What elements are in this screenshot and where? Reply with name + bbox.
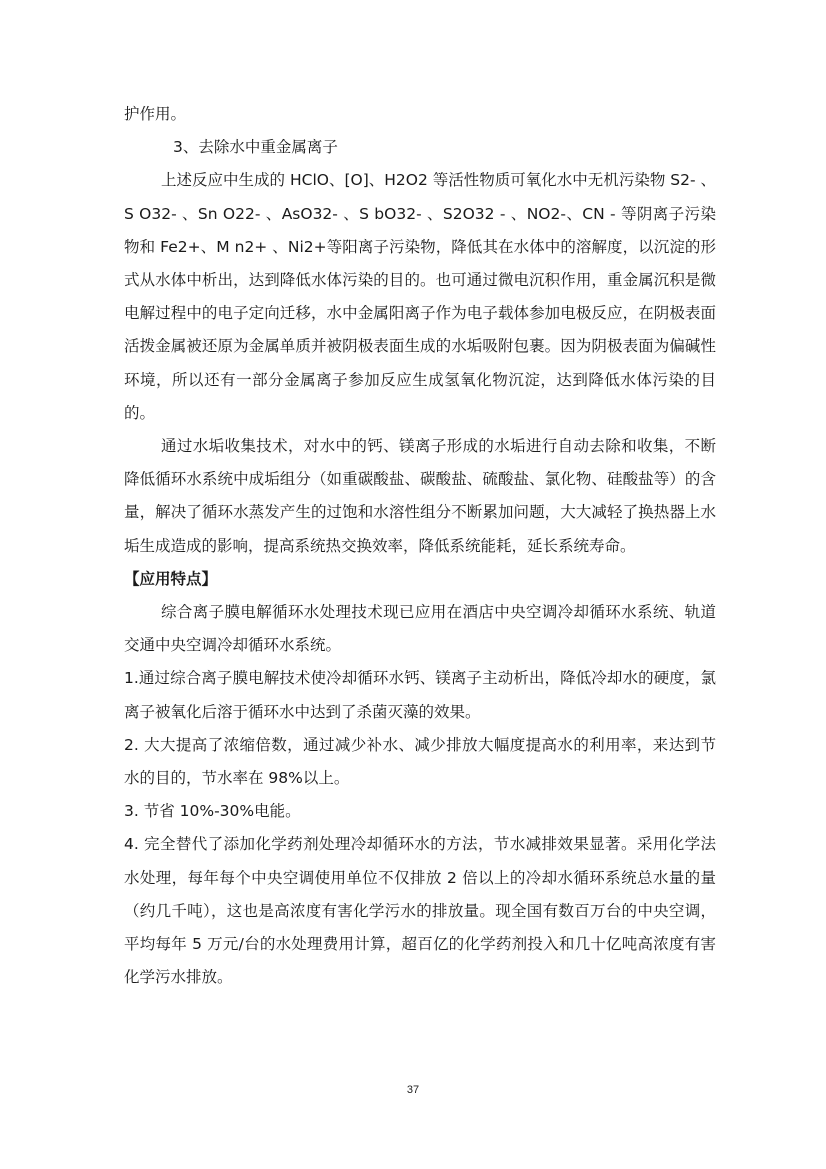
list-item-4: 4. 完全替代了添加化学药剂处理冷却循环水的方法，节水减排效果显著。采用化学法水处理，每年每个中央空调使用单位不仅排放 2 倍以上的冷却水循环系统总水量的量（约几千吨），这也是高浓度有害化学污水的排放量。现全国有数百万台的中央空调，平均每年 5 万元/台的水处理费用计算，超百亿的化学药剂投入和几十亿吨高浓度有害化学污水排放。 — [124, 835, 716, 987]
list-item-3: 3. 节省 10%-30%电能。 — [124, 802, 301, 821]
paragraph-application-intro: 综合离子膜电解循环水处理技术现已应用在酒店中央空调冷却循环水系统、轨道交通中央空调冷却循环水系统。 — [124, 603, 716, 655]
page-number: 37 — [406, 1084, 420, 1096]
list-item-1: 1.通过综合离子膜电解技术使冷却循环水钙、镁离子主动析出，降低冷却水的硬度，氯离子被氧化后溶于循环水中达到了杀菌灭藻的效果。 — [124, 669, 716, 721]
paragraph-scale-collection: 通过水垢收集技术，对水中的钙、镁离子形成的水垢进行自动去除和收集，不断降低循环水系统中成垢组分（如重碳酸盐、碳酸盐、硫酸盐、氯化物、硅酸盐等）的含量，解决了循环水蒸发产生的过饱和水溶性组分不断累加问题，大大减轻了换热器上水垢生成造成的影响，提高系统热交换效率，降低系统能耗，延长系统寿命。 — [124, 437, 716, 555]
paragraph-reaction-products: 上述反应中生成的 HClO、[O]、H2O2 等活性物质可氧化水中无机污染物 S2- 、S O32- 、Sn O22- 、AsO32- 、S bO32- 、S2O32 - 、NO2-、CN - 等阴离子污染物和 Fe2+、M n2+ 、Ni2+等阳离子污染物，降低其在水体中的溶解度，以沉淀的形式从水体中析出，达到降低水体污染的目的。也可通过微电沉积作用，重金属沉积是微电解过程中的电子定向迁移，水中金属阳离子作为电子载体参加电极反应，在阴极表面活拨金属被还原为金属单质并被阴极表面生成的水垢吸附包裹。因为阴极表面为偏碱性环境，所以还有一部分金属离子参加反应生成氢氧化物沉淀，达到降低水体污染的目的。 — [124, 171, 716, 422]
page-body — [124, 98, 716, 994]
paragraph-continuation: 护作用。 — [124, 105, 187, 123]
heading-application-features: 【应用特点】 — [124, 569, 218, 588]
section-heading-remove-heavy-metals: 3、去除水中重金属离子 — [173, 138, 338, 157]
list-item-2: 2. 大大提高了浓缩倍数，通过减少补水、减少排放大幅度提高水的利用率，来达到节水的目的，节水率在 98%以上。 — [124, 735, 716, 788]
